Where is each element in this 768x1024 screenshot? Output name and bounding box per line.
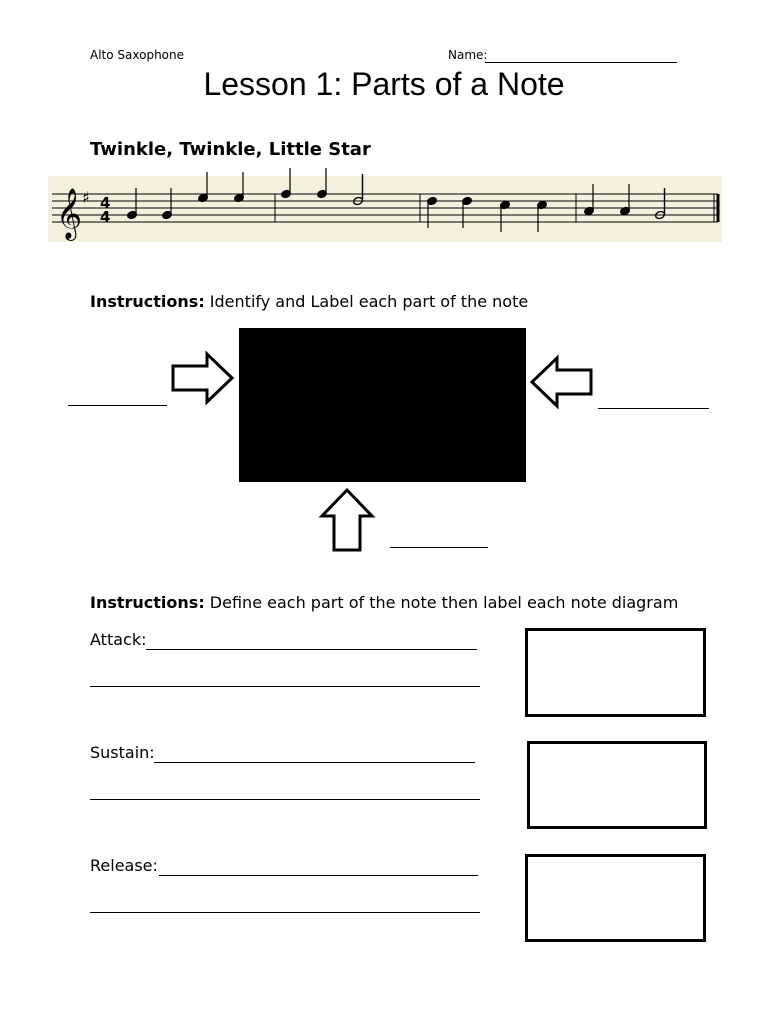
sustain-line-2[interactable] (90, 799, 480, 800)
arrow-left-icon (530, 356, 592, 408)
arrow-right-icon (172, 352, 234, 404)
arrow-up-icon (320, 488, 374, 552)
release-line-1[interactable] (159, 875, 478, 876)
attack-line-1[interactable] (146, 649, 477, 650)
label-line-bottom[interactable] (390, 547, 488, 548)
release-diagram-box[interactable] (525, 854, 706, 942)
release-line-2[interactable] (90, 912, 480, 913)
sustain-label: Sustain: (90, 743, 155, 762)
instrument-label: Alto Saxophone (90, 48, 185, 62)
instructions-define: Instructions: Define each part of the note then label each note diagram (90, 593, 679, 612)
treble-clef-icon: 𝄞 (56, 188, 83, 239)
name-label: Name: (448, 48, 488, 62)
attack-label: Attack: (90, 630, 147, 649)
sustain-diagram-box[interactable] (527, 741, 707, 829)
note-diagram-redacted (239, 328, 526, 482)
music-staff (48, 176, 722, 242)
label-line-right[interactable] (598, 408, 709, 409)
page-title: Lesson 1: Parts of a Note (203, 66, 565, 102)
label-line-left[interactable] (68, 405, 167, 406)
staff-background (48, 176, 722, 242)
time-signature-bottom: 4 (100, 208, 111, 226)
attack-line-2[interactable] (90, 686, 480, 687)
sustain-line-1[interactable] (154, 762, 475, 763)
release-label: Release: (90, 856, 158, 875)
instructions-identify: Instructions: Identify and Label each part of the note (90, 292, 529, 311)
attack-diagram-box[interactable] (525, 628, 706, 717)
sharp-icon: ♯ (82, 188, 90, 207)
name-field-line[interactable] (485, 62, 677, 63)
song-title: Twinkle, Twinkle, Little Star (90, 139, 371, 160)
time-signature-top: 4 (100, 194, 111, 212)
